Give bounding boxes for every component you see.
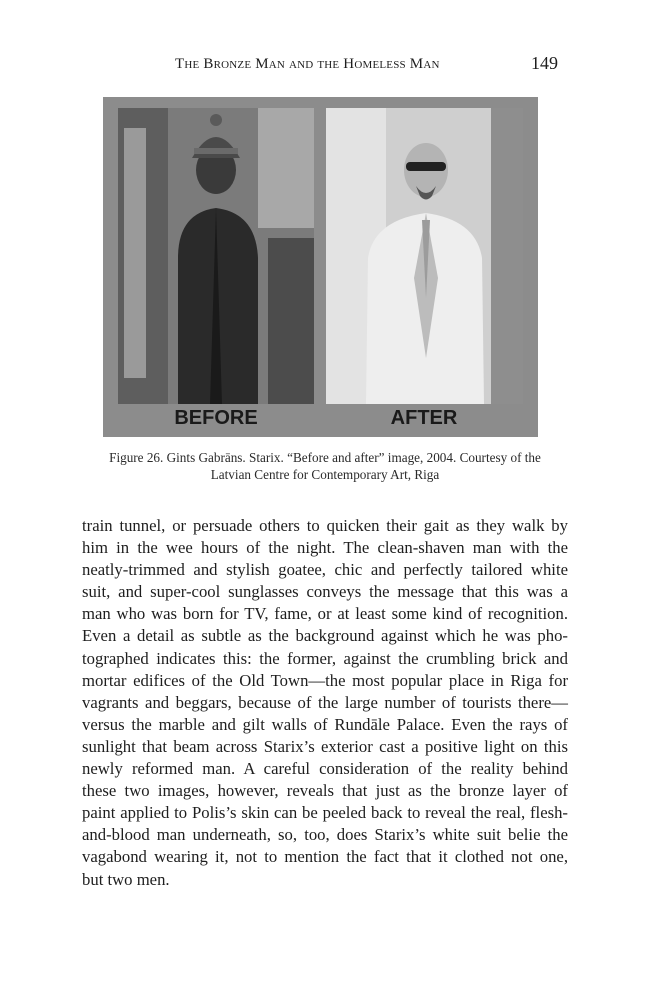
body-line: vagabond wearing it, not to mention the fact that it clothed not one, [82,847,568,867]
body-line: train tunnel, or persuade others to quicken their gait as they walk by [82,516,568,535]
page-number: 149 [531,53,558,73]
body-line: suit, and super-cool sunglasses conveys the message that this was a [82,582,568,602]
figure-26 [103,97,538,437]
body-text [82,515,568,891]
after-label: AFTER [390,407,458,429]
body-line: sunlight that beam across Starix’s exterior cast a positive light on this [82,736,568,756]
body-line: these two images, however, reveals that just as the bronze layer of [82,781,568,801]
body-line: man who was born for TV, fame, or at least some kind of recognition. [82,604,568,624]
body-line: newly reformed man. A careful consideration of the reality behind [82,759,568,779]
body-line: vagrants and beggars, because of the large number of tourists there— [82,692,568,712]
body-line: Even a detail as subtle as the background against which he was pho- [82,626,568,646]
running-title: The Bronze Man and the Homeless Man [175,56,440,72]
caption-line: Latvian Centre for Contemporary Art, Riga [210,467,440,482]
before-photo [118,108,314,404]
after-photo [326,108,523,404]
body-line: mortar edifices of the Old Town—the most popular place in Riga for [82,670,568,690]
body-line: and-blood man underneath, so, too, does Starix’s white suit belie the [82,825,568,845]
body-line: versus the marble and gilt walls of Rundāle Palace. Even the rays of [82,714,568,734]
body-line: neatly-trimmed and stylish goatee, chic and perfectly tailored white [82,560,568,580]
figure-caption [82,449,568,483]
running-head [0,52,650,80]
before-label: BEFORE [174,407,258,429]
body-line: paint applied to Polis’s skin can be peeled back to reveal the real, flesh- [82,803,568,823]
after-photo-illustration [326,108,523,404]
body-line: but two men. [82,869,170,889]
body-line: tographed indicates this: the former, against the crumbling brick and [82,648,568,668]
caption-line: Figure 26. Gints Gabrāns. Starix. “Before and after” image, 2004. Courtesy of the [109,450,541,465]
body-line: him in the wee hours of the night. The clean-shaven man with the [82,538,568,558]
before-photo-illustration [118,108,314,404]
